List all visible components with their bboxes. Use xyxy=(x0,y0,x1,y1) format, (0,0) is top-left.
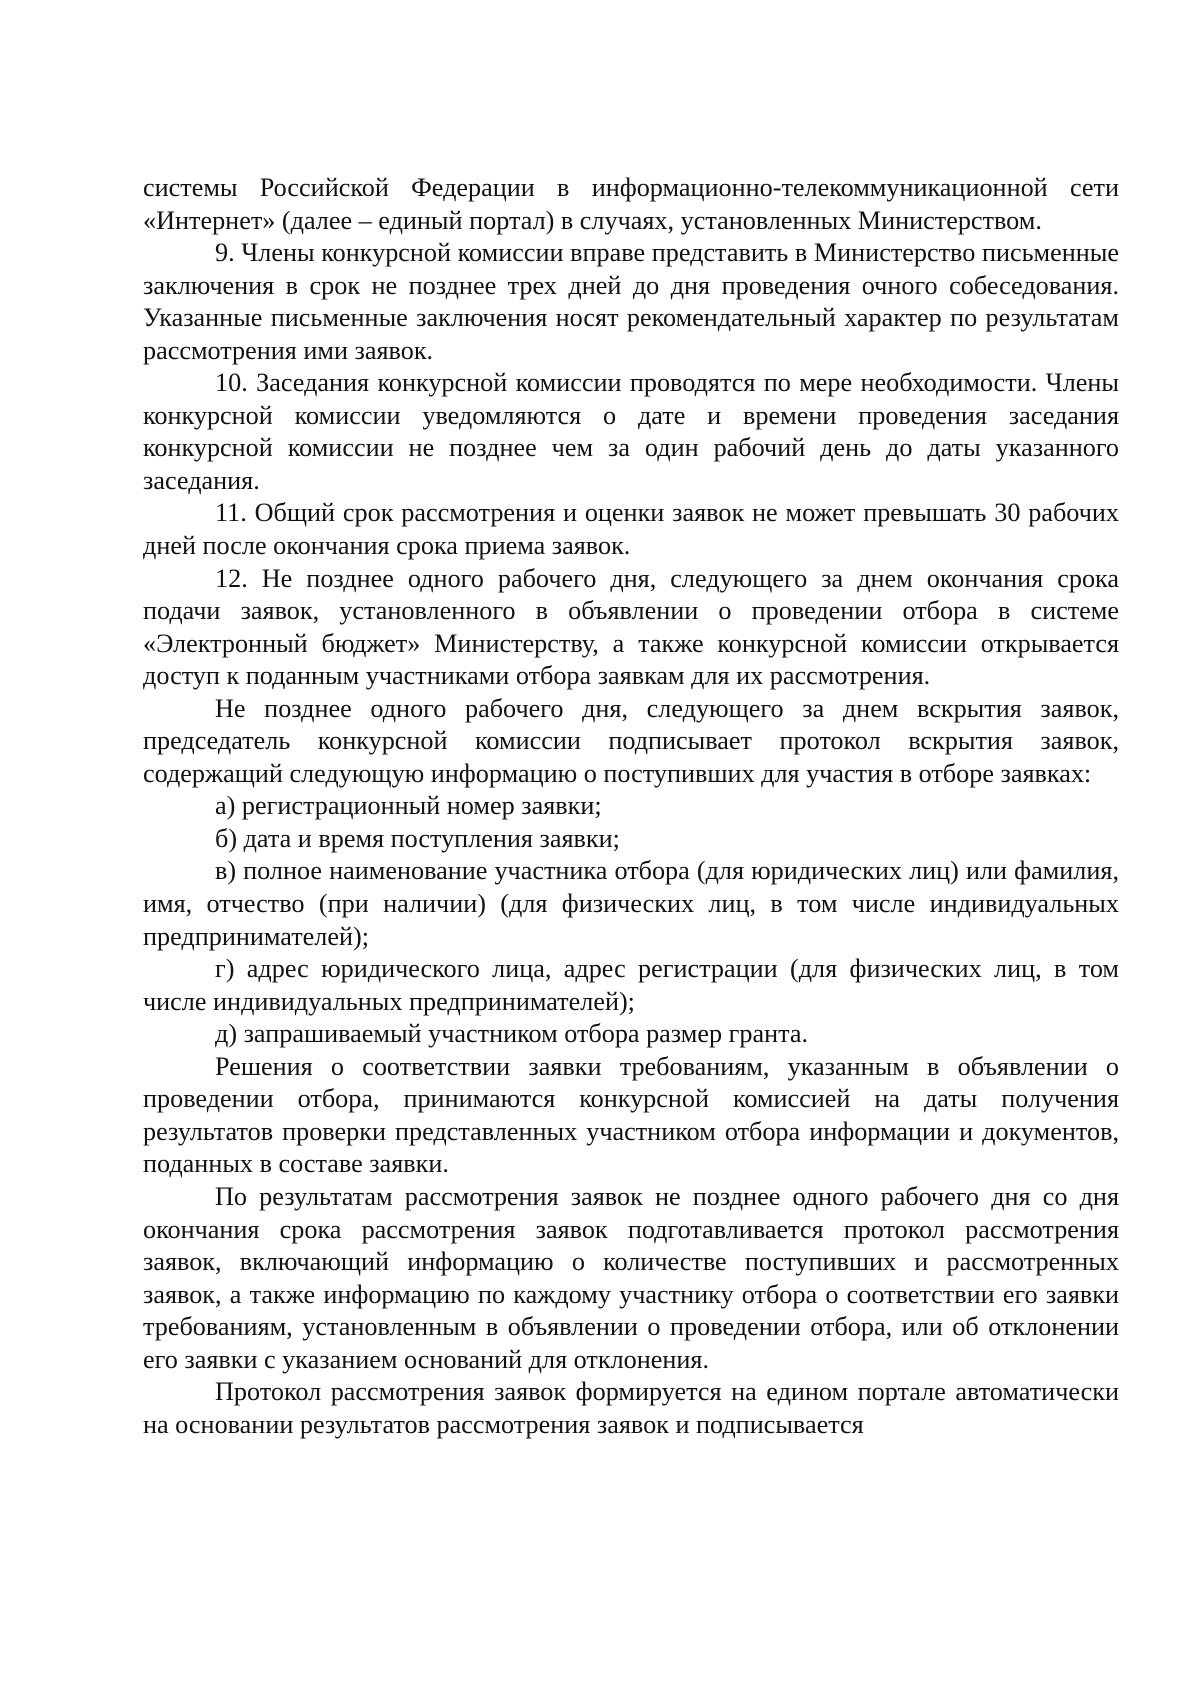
document-page xyxy=(143,172,1119,1441)
paragraph-opening-protocol: Не позднее одного рабочего дня, следующего за днем вскрытия заявок, председатель конкурсной комиссии подписывает протокол вскрытия заявок, содержащий следующую информацию о поступивших для участия в отборе заявках: xyxy=(143,693,1119,788)
paragraph-item-12: 12. Не позднее одного рабочего дня, следующего за днем окончания срока подачи заявок, установленного в объявлении о проведении отбора в системе «Электронный бюджет» Министерству, а также конкурсной комиссии открывается доступ к поданным участниками отбора заявкам для их рассмотрения. xyxy=(143,563,1119,691)
paragraph-review-protocol: По результатам рассмотрения заявок не позднее одного рабочего дня со дня окончания срока рассмотрения заявок подготавливается протокол рассмотрения заявок, включающий информацию о количестве поступивших и рассмотренных заявок, а также информацию по каждому участнику отбора о соответствии его заявки требованиям, установленным в объявлении о проведении отбора, или об отклонении его заявки с указанием оснований для отклонения. xyxy=(143,1181,1119,1374)
list-item-g: г) адрес юридического лица, адрес регистрации (для физических лиц, в том числе индивидуальных предпринимателей); xyxy=(143,954,1119,1016)
paragraph-protocol-formation: Протокол рассмотрения заявок формируется на едином портале автоматически на основании результатов рассмотрения заявок и подписывается xyxy=(143,1377,1119,1439)
list-item-b: б) дата и время поступления заявки; xyxy=(215,823,620,853)
paragraph-continuation: системы Российской Федерации в информационно-телекоммуникационной сети «Интернет» (далее – единый портал) в случаях, установленных Министерством. xyxy=(143,173,1119,235)
list-item-v: в) полное наименование участника отбора (для юридических лиц) или фамилия, имя, отчество (при наличии) (для физических лиц, в том числе индивидуальных предпринимателей); xyxy=(143,856,1119,951)
list-item-d: д) запрашиваемый участником отбора размер гранта. xyxy=(215,1019,809,1049)
paragraph-item-11: 11. Общий срок рассмотрения и оценки заявок не может превышать 30 рабочих дней после окончания срока приема заявок. xyxy=(143,498,1119,561)
paragraph-decisions: Решения о соответствии заявки требованиям, указанным в объявлении о проведении отбора, принимаются конкурсной комиссией на даты получения результатов проверки представленных участником отбора информации и документов, поданных в составе заявки. xyxy=(143,1051,1119,1179)
paragraph-item-9: 9. Члены конкурсной комиссии вправе представить в Министерство письменные заключения в срок не позднее трех дней до дня проведения очного собеседования. Указанные письменные заключения носят рекомендательный характер по результатам рассмотрения ими заявок. xyxy=(143,238,1119,365)
paragraph-item-10: 10. Заседания конкурсной комиссии проводятся по мере необходимости. Члены конкурсной комиссии уведомляются о дате и времени проведения заседания конкурсной комиссии не позднее чем за один рабочий день до даты указанного заседания. xyxy=(143,368,1119,495)
list-item-a: а) регистрационный номер заявки; xyxy=(215,791,602,821)
